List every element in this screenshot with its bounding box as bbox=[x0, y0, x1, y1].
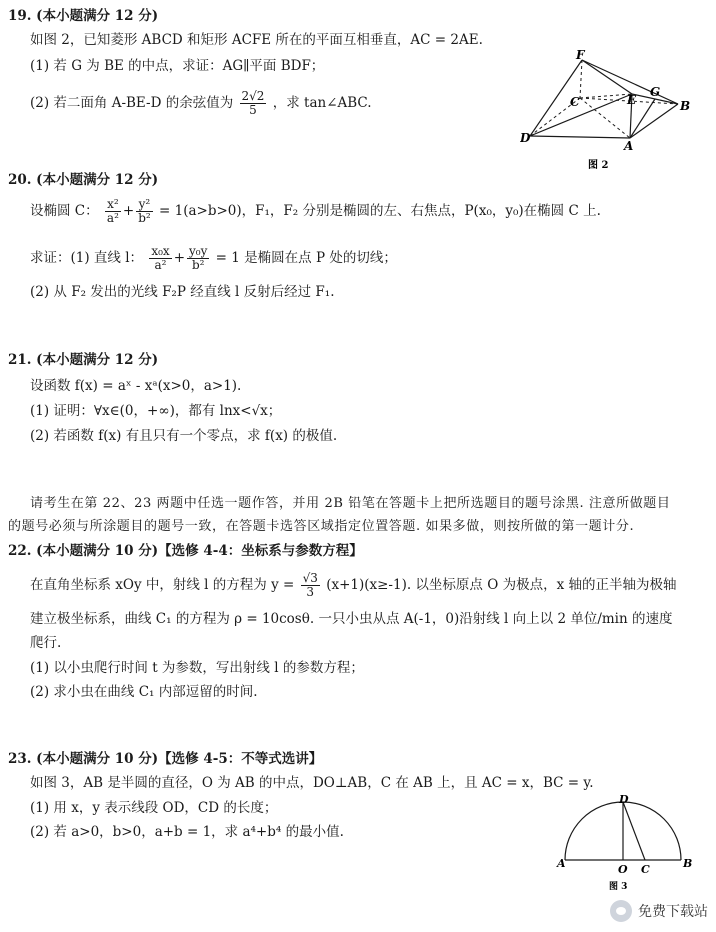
fig2-label-d: D bbox=[520, 131, 531, 145]
fig3-label-b: B bbox=[683, 857, 693, 870]
q22-line2: 建立极坐标系，曲线 C₁ 的方程为 ρ = 10cosθ. 一只小虫从点 A(-1，0)沿射线 l 向上以 2 单位/min 的速度 bbox=[30, 611, 673, 627]
fig2-label-b: B bbox=[680, 99, 691, 113]
q21-header: 21. (本小题满分 12 分) bbox=[8, 352, 159, 368]
q21-part2: (2) 若函数 f(x) 有且只有一个零点，求 f(x) 的极值. bbox=[30, 428, 338, 444]
fig3-label-a: A bbox=[557, 857, 566, 870]
fig2-label-g: G bbox=[650, 85, 661, 99]
q22-part2: (2) 求小虫在曲线 C₁ 内部逗留的时间. bbox=[30, 684, 258, 700]
fig2-caption: 图 2 bbox=[588, 160, 609, 171]
fig3-label-d: D bbox=[619, 795, 629, 806]
q21-stem: 设函数 f(x) = aˣ - xᵃ(x>0，a>1). bbox=[30, 378, 242, 394]
q20-stem: 设椭圆 C： $\frac{\text{x²}}{\text{a²}}$ + $\frac{\text{y²}}{\text{b²}}$ = 1(a>b>0)，F₁，F₂ 分别是椭圆的左、右焦点，P(x₀，y₀)在椭圆 C 上. bbox=[30, 197, 601, 225]
fig3-caption: 图 3 bbox=[609, 882, 628, 892]
q19-header: 19. (本小题满分 12 分) bbox=[8, 8, 159, 24]
fraction-y0y-b2: $\frac{\text{y₀y}}{\text{b²}}$ bbox=[189, 244, 208, 272]
q23-stem: 如图 3，AB 是半圆的直径，O 为 AB 的中点，DO⊥AB，C 在 AB 上，且 AC = x，BC = y. bbox=[30, 775, 594, 791]
q23-part2: (2) 若 a>0，b>0，a+b = 1，求 a⁴+b⁴ 的最小值. bbox=[30, 824, 344, 840]
fraction-x0x-a2: $\frac{\text{x₀x}}{\text{a²}}$ bbox=[151, 244, 170, 272]
fig2-label-e: E bbox=[627, 93, 637, 107]
watermark-text: 免费下载站 bbox=[638, 904, 708, 920]
figure-2 bbox=[520, 48, 700, 173]
selection-note-line2: 的题号必须与所涂题目的题号一致，在答题卡选答区域指定位置答题. 如果多做，则按所做的第一题计分. bbox=[8, 519, 635, 534]
q20-part1: 求证：(1) 直线 l： $\frac{\text{x₀x}}{\text{a²}}$ + $\frac{\text{y₀y}}{\text{b²}}$ = 1 是椭圆在点 P 处的切线； bbox=[30, 244, 397, 272]
q19-part2: (2) 若二面角 A-BE-D 的余弦值为 $\frac{2√2}{5}$ ，求 tan∠ABC. bbox=[30, 89, 372, 117]
q23-part1: (1) 用 x，y 表示线段 OD，CD 的长度； bbox=[30, 800, 278, 816]
fig2-label-a: A bbox=[624, 139, 634, 153]
q22-line3: 爬行. bbox=[30, 635, 62, 651]
fraction-2sqrt2-over-5: $\frac{2√2}{5}$ bbox=[241, 89, 265, 117]
q19-stem: 如图 2，已知菱形 ABCD 和矩形 ACFE 所在的平面互相垂直，AC = 2AE. bbox=[30, 32, 483, 48]
watermark bbox=[610, 900, 708, 922]
selection-note-line1: 请考生在第 22、23 两题中任选一题作答，并用 2B 铅笔在答题卡上把所选题目的题号涂黑. 注意所做题目 bbox=[30, 496, 671, 511]
q22-part1: (1) 以小虫爬行时间 t 为参数，写出射线 l 的参数方程； bbox=[30, 660, 364, 676]
fraction-x2-a2: $\frac{\text{x²}}{\text{a²}}$ bbox=[106, 197, 119, 225]
q22-line1: 在直角坐标系 xOy 中，射线 l 的方程为 y = $\frac{√3}{3}$ (x+1)(x≥-1). 以坐标原点 O 为极点，x 轴的正半轴为极轴 bbox=[30, 571, 677, 599]
fig3-label-o: O bbox=[618, 863, 628, 876]
fraction-sqrt3-over-3: $\frac{√3}{3}$ bbox=[302, 571, 318, 599]
fig2-label-c: C bbox=[570, 95, 580, 109]
q19-part1: (1) 若 G 为 BE 的中点，求证：AG∥平面 BDF； bbox=[30, 58, 325, 74]
q20-header: 20. (本小题满分 12 分) bbox=[8, 172, 159, 188]
q20-part2: (2) 从 F₂ 发出的光线 F₂P 经直线 l 反射后经过 F₁. bbox=[30, 284, 335, 300]
fig2-label-f: F bbox=[576, 48, 585, 62]
q23-header: 23. (本小题满分 10 分)【选修 4-5：不等式选讲】 bbox=[8, 751, 323, 767]
wechat-icon bbox=[610, 900, 632, 922]
figure-3 bbox=[555, 795, 695, 895]
fig3-label-c: C bbox=[641, 863, 650, 876]
q22-header: 22. (本小题满分 10 分)【选修 4-4：坐标系与参数方程】 bbox=[8, 543, 363, 559]
q21-part1: (1) 证明：∀x∈(0，+∞)，都有 lnx<√x； bbox=[30, 403, 282, 419]
fraction-y2-b2: $\frac{\text{y²}}{\text{b²}}$ bbox=[138, 197, 151, 225]
